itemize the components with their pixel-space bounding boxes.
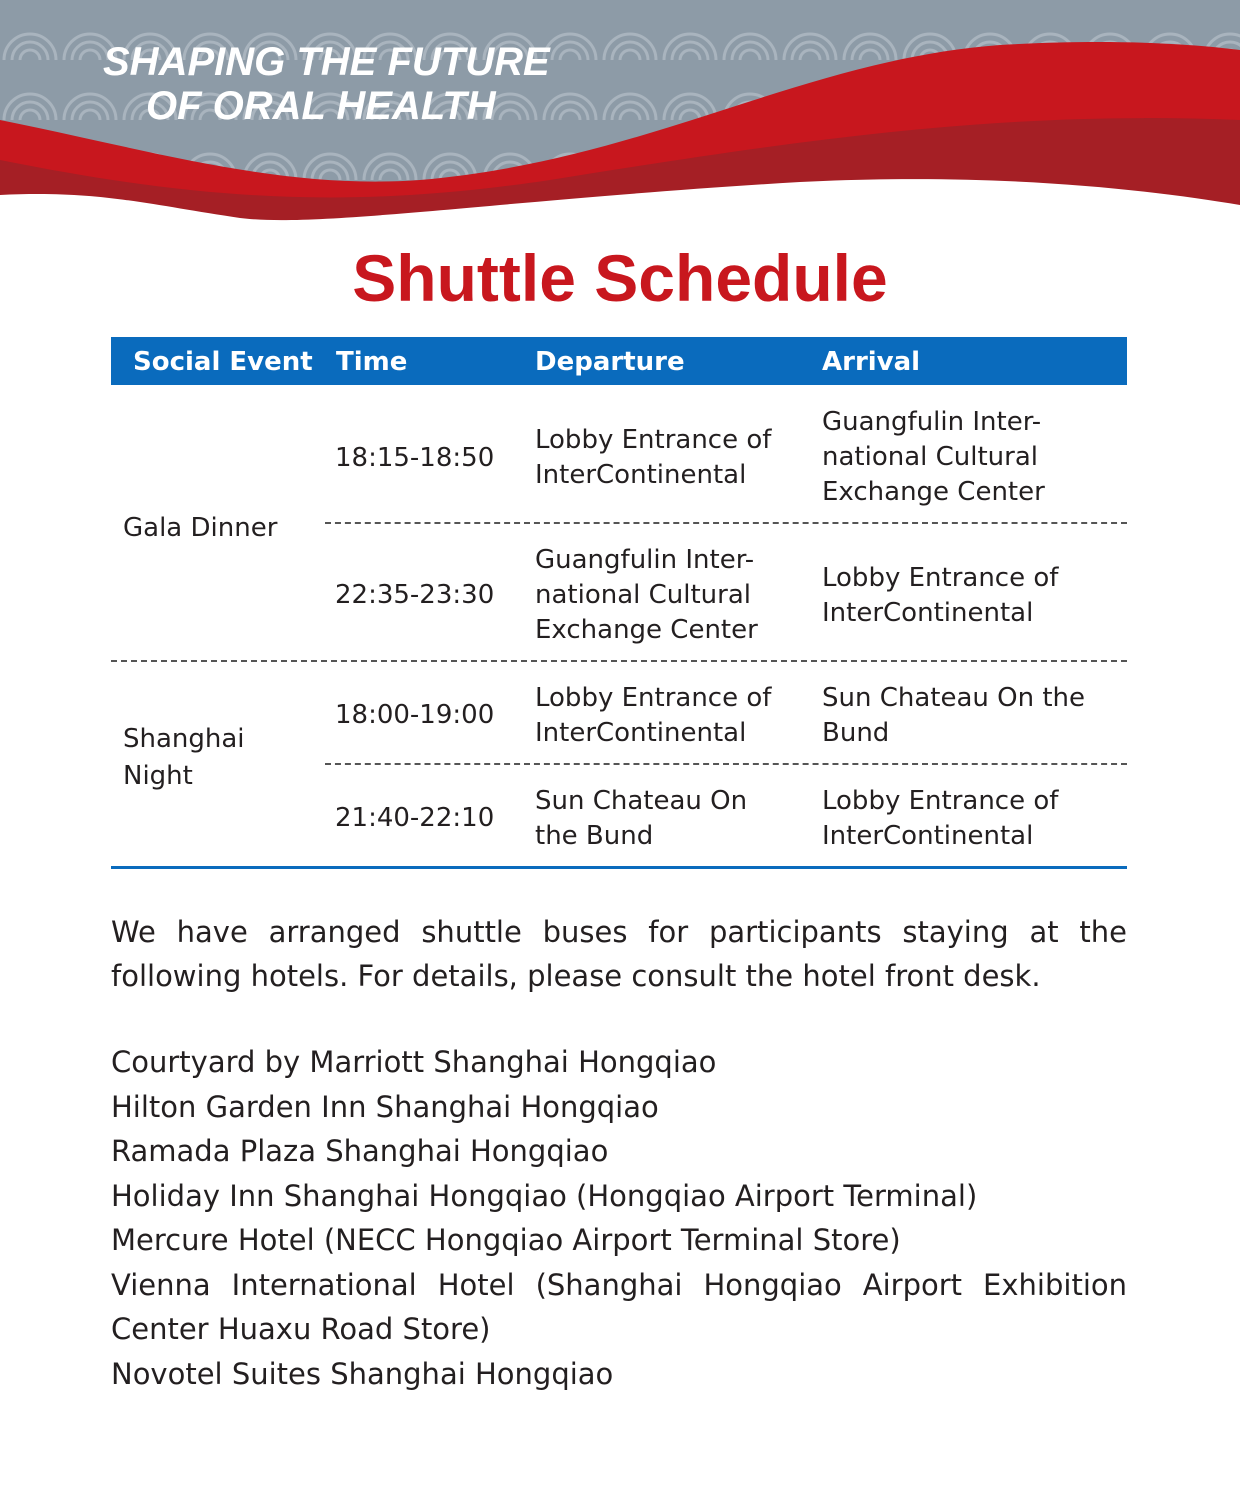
hotel-item: Vienna International Hotel (Shanghai Hongqiao Airport Exhibition Center Huaxu Road Store) xyxy=(111,1267,1127,1346)
tagline: SHAPING THE FUTURE xyxy=(103,40,550,84)
hotel-item: Ramada Plaza Shanghai Hongqiao xyxy=(111,1134,609,1168)
hotel-list xyxy=(111,1040,1141,1396)
departure-cell: Lobby Entrance of InterContinental xyxy=(535,683,772,748)
departure-cell: Sun Chateau On the Bund xyxy=(535,786,748,851)
hotel-item: Hilton Garden Inn Shanghai Hongqiao xyxy=(111,1089,659,1124)
table-header xyxy=(111,337,1127,385)
arrival-cell: Guangfulin Inter-national Cultural Exchange Center xyxy=(822,407,1045,507)
arrival-cell: Lobby Entrance of InterContinental xyxy=(822,563,1059,628)
arrival-cell: Sun Chateau On the Bund xyxy=(822,683,1086,748)
column-header: Departure xyxy=(535,347,685,377)
event-cell: Gala Dinner xyxy=(123,513,278,543)
arrival-cell: Lobby Entrance of InterContinental xyxy=(822,786,1059,851)
column-header: Social Event xyxy=(133,347,313,377)
departure-cell: Guangfulin Inter-national Cultural Exchange Center xyxy=(535,545,758,645)
table-bottom-rule xyxy=(111,866,1127,869)
hotel-item: Holiday Inn Shanghai Hongqiao (Hongqiao Airport Terminal) xyxy=(111,1178,978,1213)
column-header: Time xyxy=(336,347,408,377)
departure-cell: Lobby Entrance of InterContinental xyxy=(535,425,772,490)
time-cell: 22:35-23:30 xyxy=(335,580,495,610)
intro-paragraph: We have arranged shuttle buses for participants staying at the following hotels. For details, please consult the hotel front desk. xyxy=(111,915,1127,993)
time-cell: 21:40-22:10 xyxy=(335,803,495,833)
hotel-item: Mercure Hotel (NECC Hongqiao Airport Terminal Store) xyxy=(111,1223,901,1257)
tagline: OF ORAL HEALTH xyxy=(146,84,496,128)
time-cell: 18:00-19:00 xyxy=(335,700,495,730)
page-title: Shuttle Schedule xyxy=(352,241,888,315)
time-cell: 18:15-18:50 xyxy=(335,443,495,473)
hotel-item: Novotel Suites Shanghai Hongqiao xyxy=(111,1356,614,1391)
event-cell: Shanghai Night xyxy=(123,724,245,791)
row-divider xyxy=(325,763,1127,765)
column-header: Arrival xyxy=(822,347,921,377)
hotel-item: Courtyard by Marriott Shanghai Hongqiao xyxy=(111,1045,717,1079)
group-divider xyxy=(111,660,1127,662)
row-divider xyxy=(325,522,1127,524)
